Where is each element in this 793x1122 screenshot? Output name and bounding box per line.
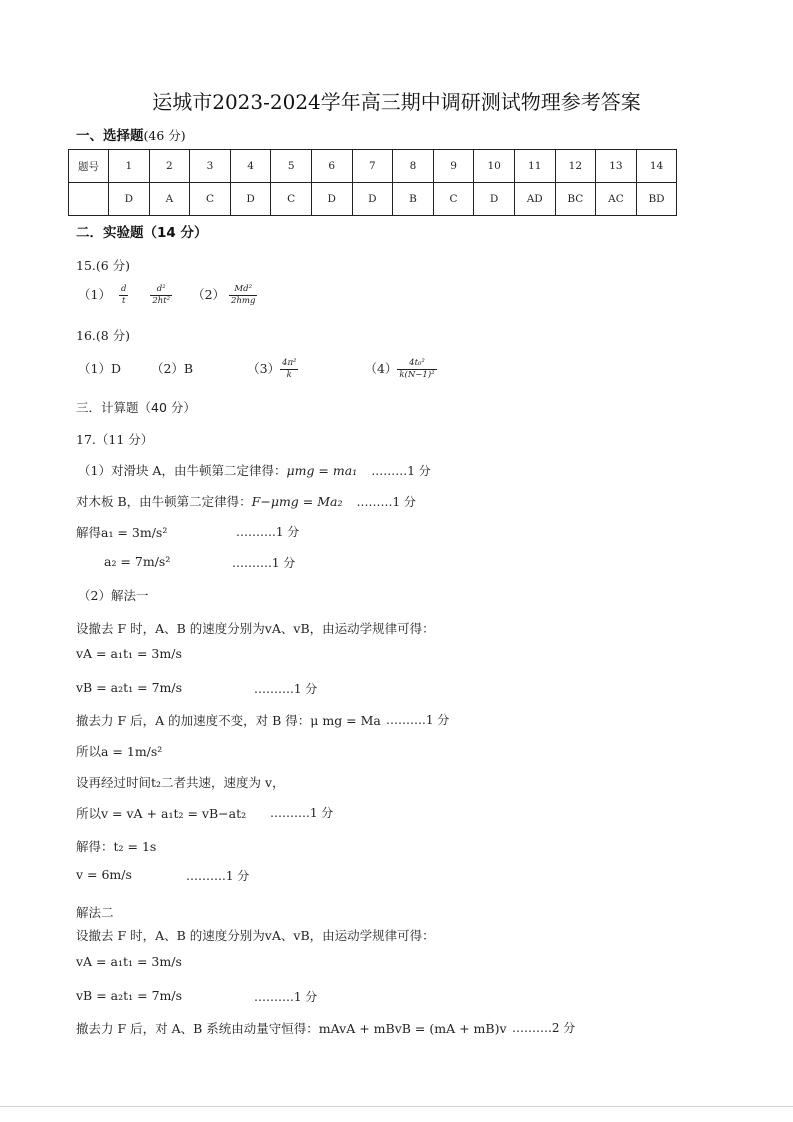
question-number: 2	[149, 150, 190, 183]
answer-table	[68, 149, 677, 216]
question-number: 9	[433, 150, 474, 183]
answer-cell: A	[149, 183, 190, 216]
score-mark: ………1 分	[371, 464, 431, 478]
answer-table-answer-row	[69, 183, 677, 216]
q16-fraction-3	[280, 358, 298, 381]
question-number: 6	[311, 150, 352, 183]
q16-fraction-4	[397, 358, 436, 381]
question-number: 12	[555, 150, 596, 183]
question-number: 7	[352, 150, 393, 183]
q16-part4-label: （4）	[364, 361, 398, 376]
question-number: 10	[474, 150, 515, 183]
q16-label: 16.(8 分)	[76, 328, 131, 343]
q17-line-17: vA = a₁t₁ = 3m/s	[76, 954, 182, 969]
score-mark: ……….1 分	[236, 525, 300, 539]
fraction-numerator: Md²	[229, 284, 257, 296]
question-number: 11	[514, 150, 555, 183]
answer-cell: D	[109, 183, 150, 216]
fraction-numerator: d²	[150, 284, 172, 296]
fraction-denominator: 2ht²	[152, 296, 171, 306]
q16-part2: （2）B	[150, 361, 194, 376]
answer-table-blank-cell	[69, 183, 109, 216]
answer-table-header-label: 题号	[69, 150, 109, 183]
q17-line-1	[78, 461, 431, 479]
q16-answers	[78, 358, 437, 381]
q15-fraction-1	[119, 284, 128, 307]
q15-part1-label: （1）	[78, 287, 111, 302]
q17-line-14: v = 6m/s	[76, 867, 132, 882]
answer-cell: C	[271, 183, 312, 216]
question-number: 1	[109, 150, 150, 183]
q17-line-3: 解得a₁ = 3m/s²	[76, 525, 168, 540]
answer-cell: C	[190, 183, 231, 216]
score-mark: ………1 分	[356, 495, 416, 509]
q17-line-13: 解得：t₂ = 1s	[76, 839, 157, 854]
fraction-denominator: k	[286, 370, 292, 380]
q17-line-2	[76, 492, 416, 510]
answer-cell: AC	[596, 183, 637, 216]
q15-answers	[78, 284, 257, 307]
q17-line-5: （2）解法一	[78, 588, 149, 603]
equation: F−μmg = Ma₂	[251, 494, 343, 509]
q17-line-19: 撤去力 F 后，对 A、B 系统由动量守恒得：mAvA + mBvB = (mA + mB)v	[76, 1021, 507, 1036]
score-mark: ……….1 分	[386, 713, 450, 727]
answer-cell: D	[311, 183, 352, 216]
equation: μmg = ma₁	[286, 463, 358, 478]
q17-line-4: a₂ = 7m/s²	[104, 554, 171, 569]
question-number: 8	[393, 150, 434, 183]
section-3-heading	[76, 398, 196, 416]
q17-line-16: 设撤去 F 时，A、B 的速度分别为vA、vB，由运动学规律可得：	[76, 928, 435, 943]
q17-line-8: vB = a₂t₁ = 7m/s	[76, 680, 183, 695]
section-1-points: (46 分)	[143, 128, 186, 143]
question-number: 13	[596, 150, 637, 183]
q15-part2-label: （2）	[192, 287, 226, 302]
answer-cell: D	[352, 183, 393, 216]
answer-cell: BC	[555, 183, 596, 216]
question-number: 5	[271, 150, 312, 183]
section-2-title: 二．实验题	[76, 225, 144, 241]
q17-line-10: 所以a = 1m/s²	[76, 744, 163, 759]
solution-text: 对木板 B，由牛顿第二定律得：	[76, 494, 252, 509]
q16-part3-label: （3）	[247, 361, 281, 376]
section-3-close: 分）	[166, 400, 196, 415]
score-mark: ……….1 分	[254, 990, 318, 1004]
fraction-numerator: 4t₀²	[397, 358, 436, 370]
section-2-points: （14 分）	[143, 225, 208, 241]
q15-fraction-2	[150, 284, 172, 307]
score-mark: ……….1 分	[186, 869, 250, 883]
q15-fraction-3	[229, 284, 257, 307]
q17-line-6: 设撤去 F 时，A、B 的速度分别为vA、vB，由运动学规律可得：	[76, 621, 435, 636]
question-number: 14	[636, 150, 677, 183]
fraction-numerator: 4π²	[282, 358, 297, 368]
section-3-points: 40	[151, 400, 167, 415]
question-number: 4	[230, 150, 271, 183]
answer-cell: B	[393, 183, 434, 216]
score-mark: ……….2 分	[512, 1021, 576, 1035]
fraction-denominator: t	[121, 296, 126, 306]
solution-text: （1）对滑块 A，由牛顿第二定律得：	[78, 463, 287, 478]
q16-part1: （1）D	[78, 361, 121, 376]
fraction-numerator: d	[120, 284, 127, 294]
section-1-title: 一、选择题	[76, 128, 144, 144]
answer-cell: AD	[514, 183, 555, 216]
question-number: 3	[190, 150, 231, 183]
section-1-heading	[76, 124, 186, 144]
section-3-title: 三．计算题（	[76, 400, 152, 415]
fraction-denominator: k(N−1)²	[399, 370, 435, 380]
answer-cell: C	[433, 183, 474, 216]
q17-line-9: 撤去力 F 后，A 的加速度不变，对 B 得：μ mg = Ma	[76, 713, 381, 728]
q17-label: 17.（11 分）	[76, 432, 154, 447]
q17-line-18: vB = a₂t₁ = 7m/s	[76, 988, 183, 1003]
q17-line-11: 设再经过时间t₂二者共速，速度为 v，	[76, 775, 285, 790]
answer-cell: BD	[636, 183, 677, 216]
answer-cell: D	[230, 183, 271, 216]
q17-line-15: 解法二	[76, 905, 114, 920]
score-mark: ……….1 分	[232, 556, 296, 570]
fraction-denominator: 2hmg	[231, 296, 256, 306]
q15-label: 15.(6 分)	[76, 258, 131, 273]
page-title: 运城市2023-2024学年高三期中调研测试物理参考答案	[152, 90, 641, 114]
section-2-heading	[76, 221, 208, 241]
score-mark: ……….1 分	[254, 682, 318, 696]
answer-table-header-row	[69, 150, 677, 183]
q17-line-7: vA = a₁t₁ = 3m/s	[76, 646, 182, 661]
q17-line-12: 所以v = vA + a₁t₂ = vB−at₂	[76, 806, 247, 821]
answer-cell: D	[474, 183, 515, 216]
score-mark: ……….1 分	[270, 806, 334, 820]
page-bottom-divider	[0, 1106, 793, 1107]
